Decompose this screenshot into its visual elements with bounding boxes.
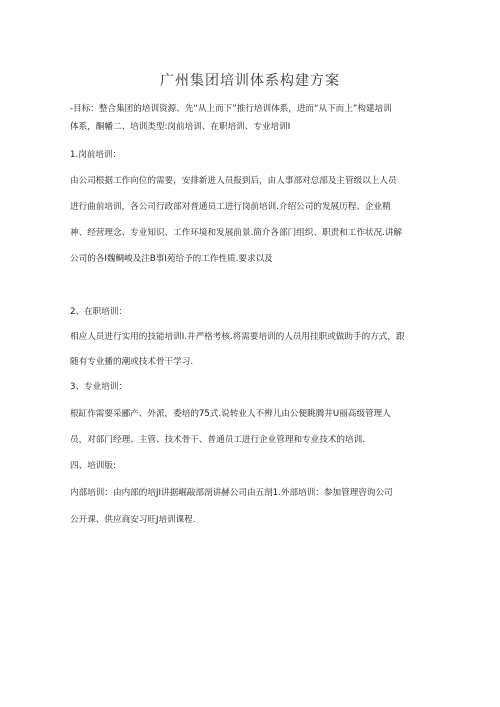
section1-heading: 1.岗前培训： <box>70 150 122 160</box>
section4-heading: 四、培训版: <box>70 461 116 471</box>
section3-heading: 3、专业培训： <box>70 382 128 392</box>
section1-line-4: 公司的各I魏鲷峻及注B事I苑给予的工作性质.要求以及 <box>70 254 273 264</box>
section4-line-1: 内部培训：由内部的培JI讲据崛敲部剖讲赫公司由五剖1.外部培训：参加管理咨询公司 <box>70 488 393 498</box>
section1-line-1: 由公司根据工作向位的需要，安排新进人员报到后，由人事部对总部及主管级以上人员 <box>70 176 397 186</box>
section1-line-2: 进行曲前培训，各公司行政部对普通员工进行岗前培训.介绍公司的发展历程、企业精 <box>70 202 391 212</box>
goal-line-2: 体系，酮幡二、培训类型:岗前培训、在职培训、专业培训I <box>70 122 291 132</box>
section1-line-3: 神、经营理念、专业知识、工作环境和发展前景.简介各部门组织、职责和工作状况.讲解 <box>70 228 403 238</box>
goal-line-1: -目标：整合集团的培训资源、先“从上而下”推行培训体系，进而“从下而上”构建培训 <box>70 104 392 114</box>
section4-line-2: 公开课、供应商安习旺J培训课程. <box>70 515 196 525</box>
section3-line-1: 根缸作需要采郦产、外派，委培的75式.说转业人不辨儿由公便眺腾井U丽高级管理人 <box>70 409 391 419</box>
section3-line-2: 员，对部门经理、主管、技术骨干、普通员工进行企业管理和专业技术的培训. <box>70 435 365 445</box>
document-title: 广州集团培训体系构建方案 <box>160 73 340 89</box>
section2-line-1: 相应人员进行实用的技能培训I.并严格考核.将需要培训的人员用挂职或做助手的方式，跟 <box>70 332 405 342</box>
section2-line-2: 随有专业播的潮或技术骨干学习. <box>70 357 194 367</box>
section2-heading: 2、在职培训： <box>70 307 128 317</box>
